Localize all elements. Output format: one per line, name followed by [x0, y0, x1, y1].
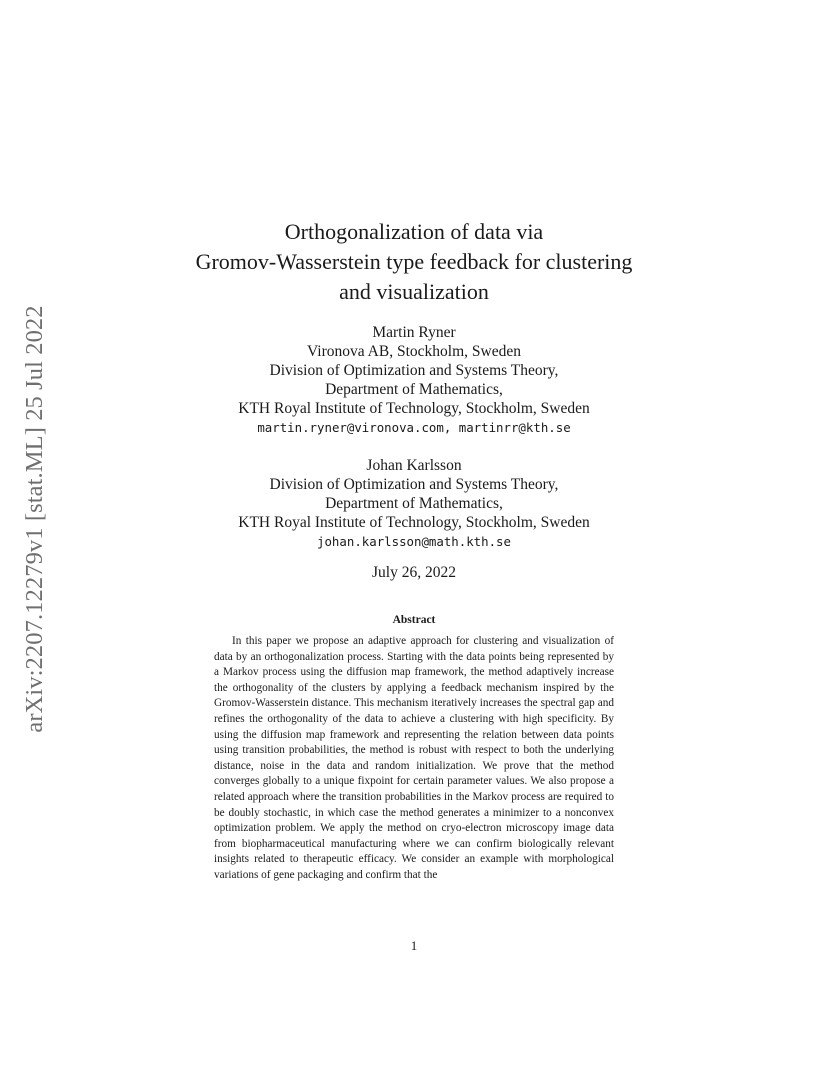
page-number: 1 — [410, 938, 418, 953]
author-affiliation: Division of Optimization and Systems Theory, — [269, 476, 559, 493]
author-email[interactable]: johan.karlsson@math.kth.se — [317, 534, 511, 549]
paper-date: July 26, 2022 — [372, 564, 456, 581]
author-name: Johan Karlsson — [366, 457, 462, 474]
author-name: Martin Ryner — [372, 324, 456, 341]
abstract-heading: Abstract — [392, 614, 436, 626]
author-email[interactable]: martin.ryner@vironova.com, martinrr@kth.se — [257, 420, 571, 435]
author-block-karlsson — [150, 456, 678, 551]
arxiv-stamp-text: arXiv:2207.12279v1 [stat.ML] 25 Jul 2022 — [21, 305, 48, 733]
title-line-3: and visualization — [339, 279, 489, 304]
author-affiliation: Division of Optimization and Systems Theory, — [269, 362, 559, 379]
author-affiliation: Department of Mathematics, — [325, 495, 503, 512]
author-affiliation: KTH Royal Institute of Technology, Stockholm, Sweden — [238, 400, 590, 417]
author-affiliation: Vironova AB, Stockholm, Sweden — [307, 343, 521, 360]
paper-title — [150, 217, 678, 307]
author-affiliation: Department of Mathematics, — [325, 381, 503, 398]
abstract-body — [214, 634, 614, 884]
abstract-text: In this paper we propose an adaptive approach for clustering and visualization of data by an orthogonalization process. Starting with the data points being represented by a Markov process using the diffusion map framework, the method adaptively increase the orthogonality of the clusters by applying a feedback mechanism inspired by the Gromov-Wasserstein distance. This mechanism iteratively increases the spectral gap and refines the orthogonality of the data to achieve a clustering with high specificity. By using the diffusion map framework and representing the relation between data points using transition probabilities, the method is robust with respect to both the underlying distance, noise in the data and random initialization. We prove that the method converges globally to a unique fixpoint for certain parameter values. We also propose a related approach where the transition probabilities in the Markov process are required to be doubly stochastic, in which case the method generates a minimizer to a nonconvex optimization problem. We apply the method on cryo-electron microscopy image data from biopharmaceutical manufacturing where we can confirm biologically relevant insights related to therapeutic efficacy. We consider an example with morphological variations of gene packaging and confirm that the — [214, 635, 614, 881]
arxiv-identifier-stamp — [10, 290, 60, 748]
author-block-ryner — [150, 323, 678, 437]
title-line-1: Orthogonalization of data via — [284, 219, 544, 244]
author-affiliation: KTH Royal Institute of Technology, Stockholm, Sweden — [238, 514, 590, 531]
title-line-2: Gromov-Wasserstein type feedback for clustering — [195, 249, 633, 274]
